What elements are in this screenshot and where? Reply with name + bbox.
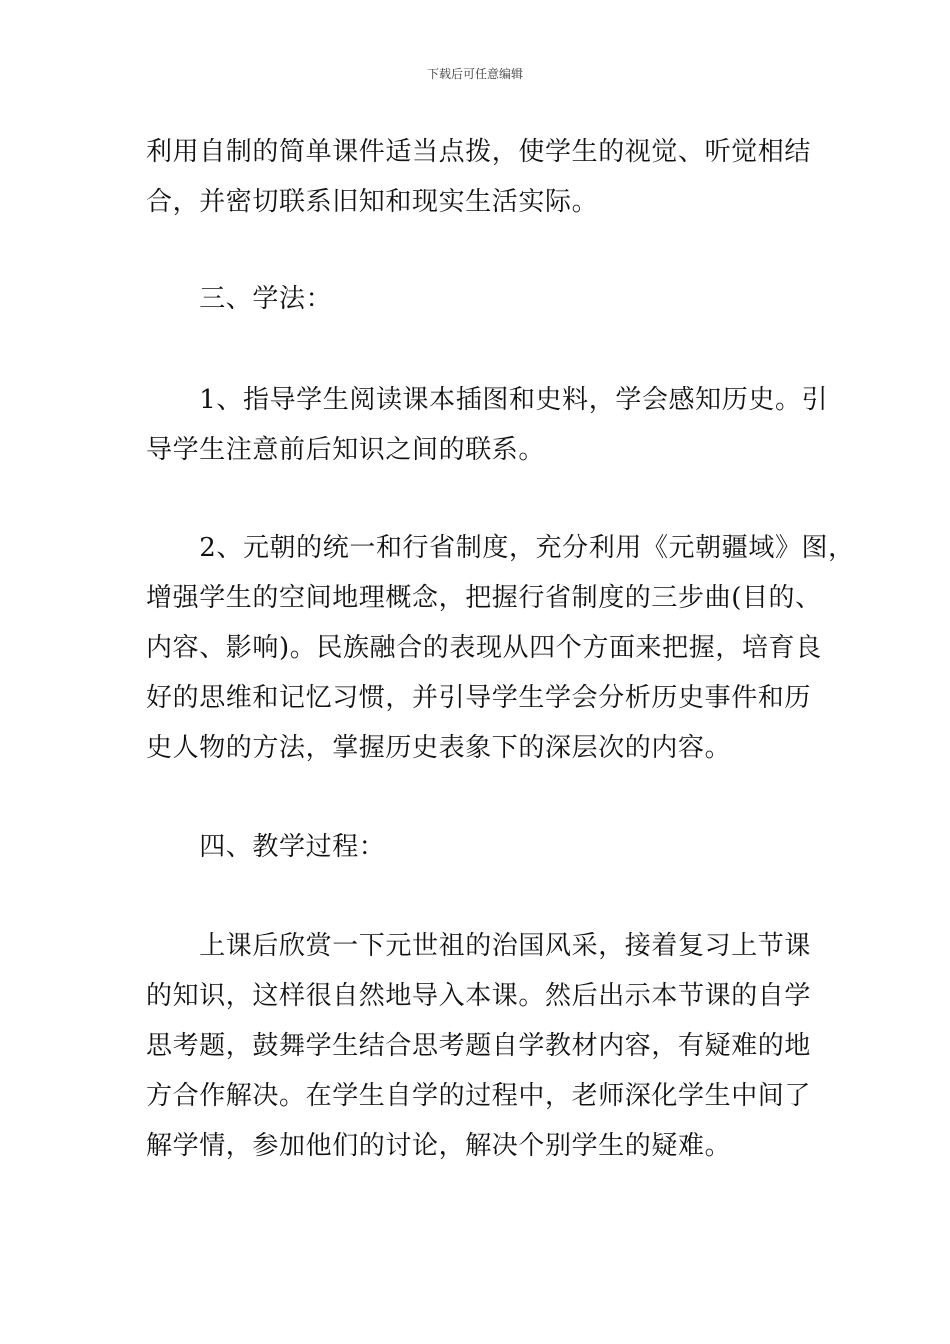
paragraph-line: 内容、影响)。民族融合的表现从四个方面来把握，培育良 [146, 633, 822, 663]
paragraph-line: 1、指导学生阅读课本插图和史料，学会感知历史。引 [146, 385, 829, 415]
section-heading-study-method [146, 274, 816, 324]
paragraph-teaching-process [146, 921, 816, 1171]
paragraph-line: 方合作解决。在学生自学的过程中，老师深化学生中间了 [146, 1081, 812, 1111]
page-header: 下载后可任意编辑 [426, 67, 523, 81]
paragraph-line: 史人物的方法，掌握历史表象下的深层次的内容。 [146, 733, 732, 763]
paragraph-line: 解学情，参加他们的讨论，解决个别学生的疑难。 [146, 1131, 732, 1161]
paragraph-line: 思考题，鼓舞学生结合思考题自学教材内容，有疑难的地 [146, 1031, 812, 1061]
paragraph-line: 导学生注意前后知识之间的联系。 [146, 435, 546, 465]
paragraph-line: 上课后欣赏一下元世祖的治国风采，接着复习上节课 [146, 931, 812, 961]
paragraph-line: 利用自制的简单课件适当点拨，使学生的视觉、听觉相结 [146, 137, 812, 167]
paragraph-line: 增强学生的空间地理概念，把握行省制度的三步曲(目的、 [146, 583, 822, 613]
paragraph-study-method-2 [146, 523, 855, 773]
paragraph-line: 2、元朝的统一和行省制度，充分利用《元朝疆域》图， [146, 533, 855, 563]
paragraph-study-method-1 [146, 375, 829, 475]
paragraph-line: 好的思维和记忆习惯，并引导学生学会分析历史事件和历 [146, 683, 812, 713]
section-heading: 三、学法： [146, 284, 333, 314]
section-heading-teaching-process [146, 822, 816, 872]
section-heading: 四、教学过程： [146, 832, 386, 862]
paragraph-line: 合，并密切联系旧知和现实生活实际。 [146, 187, 599, 217]
paragraph-teaching-method-end [146, 127, 816, 227]
paragraph-line: 的知识，这样很自然地导入本课。然后出示本节课的自学 [146, 981, 812, 1011]
